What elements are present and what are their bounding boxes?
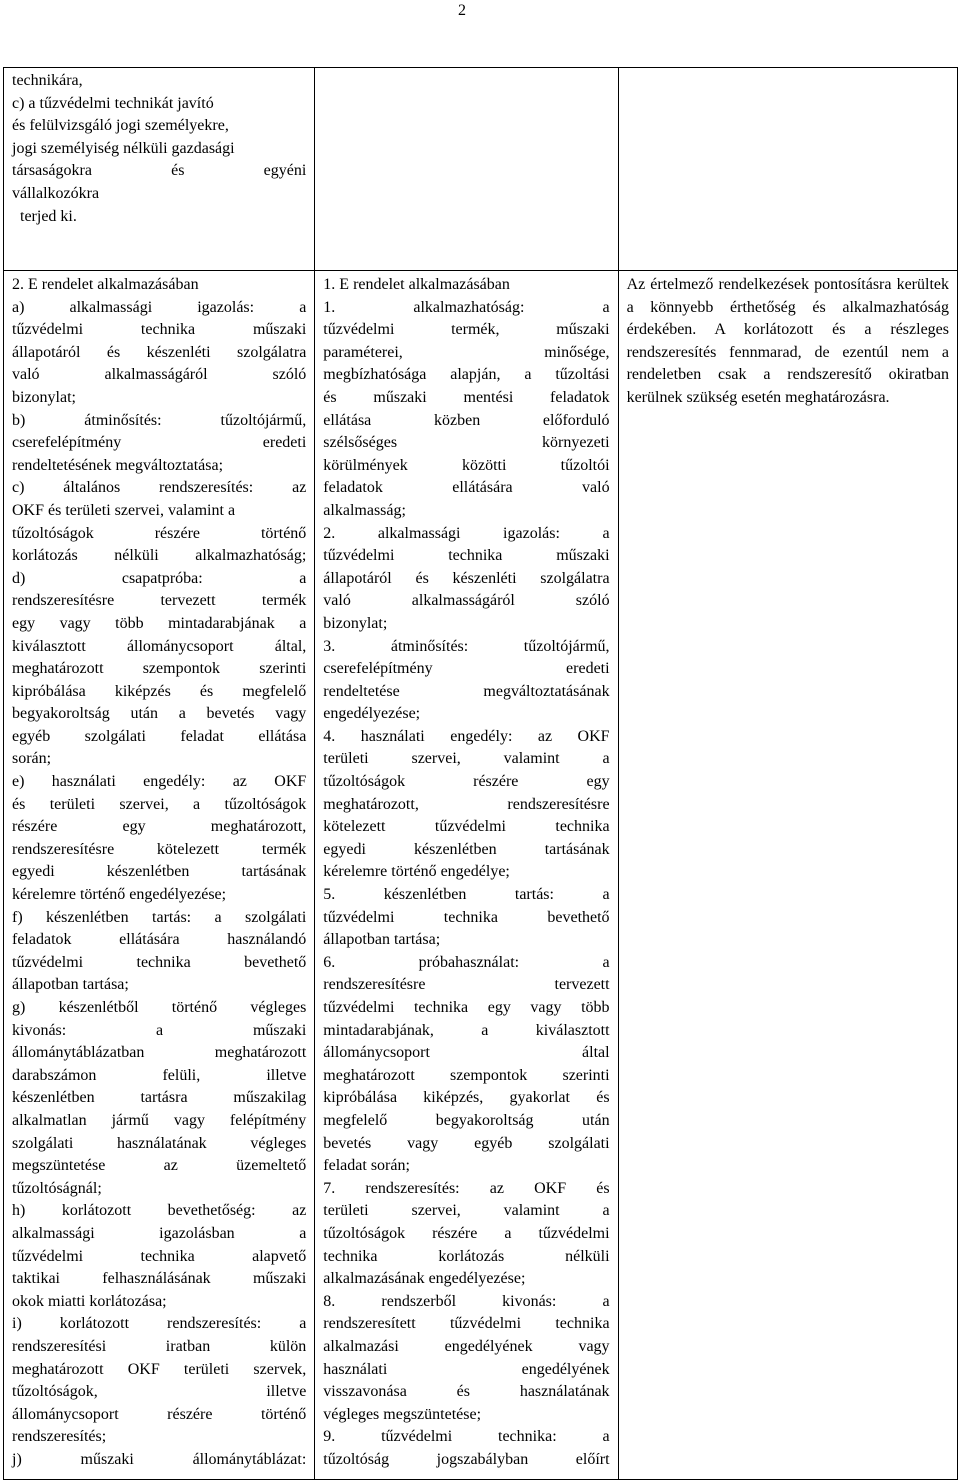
text-line: meghatározott, rendszeresítésre (323, 795, 610, 813)
text-line: készenlétben tartásra műszakilag (12, 1089, 307, 1107)
text-line: engedélyezése; (323, 705, 421, 723)
text-line: 1. alkalmazhatóság: a (323, 298, 610, 316)
text-line: egy vagy több mintadarabjának a (12, 614, 307, 632)
text-line: kérelemre történő engedélyezése; (12, 886, 227, 904)
text-line: rendszeresített tűzvédelmi technika (323, 1315, 610, 1333)
text-line: taktikai felhasználásának műszaki (12, 1270, 307, 1288)
text-line: állapotáról és készenléti szolgálatra (12, 343, 307, 361)
text-line: c) általános rendszeresítés: az (12, 479, 307, 497)
text-line: használati engedélyének (323, 1360, 610, 1378)
text-line: jogi személyiség nélküli gazdasági (12, 139, 235, 157)
text-line: kötelezett tűzvédelmi technika (323, 818, 610, 836)
text-line: vállalkozókra (12, 184, 100, 202)
text-line: tűzoltóságok részére egy (323, 773, 610, 791)
text-line: 8. rendszerből kivonás: a (323, 1292, 610, 1310)
new-definitions-text (323, 274, 609, 1471)
comparison-table (3, 67, 958, 1480)
text-line: 7. rendszeresítés: az OKF és (323, 1179, 610, 1197)
text-line: tűzvédelmi technika műszaki (323, 547, 610, 565)
text-line: alkalmatlan jármű vagy felépítmény (12, 1111, 307, 1129)
text-line: tűzvédelmi technika alapvető (12, 1247, 307, 1265)
text-line: kérelemre történő engedélye; (323, 863, 510, 881)
text-line: állapotáról és készenléti szolgálatra (323, 569, 610, 587)
text-line: alkalmazási engedélyének vagy (323, 1337, 610, 1355)
text-line: b) átminősítés: tűzoltójármű, (12, 411, 307, 429)
text-line: tűzoltóságok részére a tűzvédelmi (323, 1224, 610, 1242)
text-line: területi szervei, valamint a (323, 750, 610, 768)
text-line: és felülvizsgáló jogi személyekre, (12, 117, 229, 135)
text-line: való alkalmasságáról szóló (323, 592, 610, 610)
text-line: h) korlátozott bevethetőség: az (12, 1202, 307, 1220)
text-line: rendeltetésének megváltoztatása; (12, 456, 224, 474)
text-line: során; (12, 750, 52, 768)
text-line: szélsőséges környezeti (323, 434, 610, 452)
text-line: d) csapatpróba: a (12, 569, 307, 587)
text-line: begyakoroltság után a bevetés vagy (12, 705, 307, 723)
text-line: rendszeresítésre tervezett termék (12, 592, 307, 610)
text-line: OKF és területi szervei, valamint a (12, 501, 236, 519)
row1-col2-cell (315, 68, 618, 271)
text-line: 1. E rendelet alkalmazásában (323, 276, 510, 293)
row2-col3-cell (618, 271, 957, 1480)
text-line: j) műszaki állománytáblázat: (12, 1450, 307, 1468)
text-line: a) alkalmassági igazolás: a (12, 298, 307, 316)
text-line: 3. átminősítés: tűzoltójármű, (323, 637, 610, 655)
text-line: technikára, (12, 72, 83, 89)
text-line: ellátása közben előforduló (323, 411, 610, 429)
justification-text: Az értelmező rendelkezések pontosításra kerültek a könnyebb érthetőség és alkalmazhatóság érdekében. A korlátozott és a részleges rendszeresítés fennmarad, de ezentúl nem a rendeletben csak a rendszeresítő okiratban kerülnek szükség esetén meghatározásra. (626, 276, 949, 406)
text-line: körülmények közötti tűzoltói (323, 456, 610, 474)
text-line: rendszeresítési iratban külön (12, 1337, 307, 1355)
text-line: mintadarabjának, a kiválasztott (323, 1021, 610, 1039)
text-line: meghatározott szempontok szerinti (323, 1066, 610, 1084)
text-line: tűzoltóságok, illetve (12, 1383, 307, 1401)
text-line: kiválasztott állománycsoport által, (12, 637, 307, 655)
table-row (4, 271, 958, 1480)
text-line: megfelelő begyakoroltság után (323, 1111, 610, 1129)
text-line: rendeltetése megváltoztatásának (323, 682, 610, 700)
text-line: bevetés vagy egyéb szolgálati (323, 1134, 610, 1152)
text-line: tűzvédelmi technika egy vagy több (323, 999, 610, 1016)
text-line: darabszámon felüli, illetve (12, 1066, 307, 1084)
text-line: okok miatti korlátozása; (12, 1292, 167, 1310)
text-line: g) készenlétből történő végleges (12, 999, 307, 1016)
text-line: e) használati engedély: az OKF (12, 773, 307, 791)
row1-col1-cell (4, 68, 315, 271)
text-line: c) a tűzvédelmi technikát javító (12, 94, 214, 112)
text-line: paraméterei, minősége, (323, 343, 610, 361)
text-line: technika korlátozás nélküli (323, 1247, 610, 1265)
text-line: alkalmazásának engedélyezése; (323, 1270, 526, 1288)
text-line: feladatok ellátására használandó (12, 931, 307, 949)
text-line: állománytáblázatban meghatározott (12, 1044, 307, 1062)
text-line: egyedi készenlétben tartásának (12, 863, 307, 881)
text-line: feladat során; (323, 1157, 410, 1175)
text-line: tűzvédelmi technika bevethető (323, 908, 610, 926)
text-line: f) készenlétben tartás: a szolgálati (12, 908, 307, 926)
text-line: 2. alkalmassági igazolás: a (323, 524, 610, 542)
text-line: állapotban tartása; (323, 931, 441, 949)
text-line: egyedi készenlétben tartásának (323, 840, 610, 858)
text-line: 6. próbahasználat: a (323, 953, 610, 971)
text-line: társaságokra és egyéni (12, 162, 307, 180)
text-line: 9. tűzvédelmi technika: a (323, 1428, 610, 1446)
row2-col2-cell (315, 271, 618, 1480)
text-line: visszavonása és használatának (323, 1383, 610, 1401)
text-line: tűzvédelmi termék, műszaki (323, 321, 610, 339)
text-line: végleges megszüntetése; (323, 1405, 482, 1423)
text-line: megbízhatósága alapján, a tűzoltási (323, 366, 610, 384)
text-line: meghatározott OKF területi szervek, (12, 1360, 307, 1378)
text-line: 4. használati engedély: az OKF (323, 727, 610, 745)
text-line: területi szervei, valamint a (323, 1202, 610, 1220)
text-line: meghatározott szempontok szerinti (12, 660, 307, 678)
text-line: egyéb szolgálati feladat ellátása (12, 727, 307, 745)
text-line: tűzoltóság jogszabályban előírt (323, 1450, 610, 1468)
text-line: megszüntetése az üzemeltető (12, 1157, 307, 1175)
text-line: kipróbálása kiképzés és megfelelő (12, 682, 307, 700)
page-number: 2 (458, 2, 466, 19)
row2-col1-cell (4, 271, 315, 1480)
text-line: alkalmassági igazolásban a (12, 1224, 307, 1242)
text-line: terjed ki. (20, 207, 77, 225)
row1-col1-text (12, 70, 306, 228)
text-line: való alkalmasságáról szóló (12, 366, 307, 384)
text-line: rendszeresítésre kötelezett termék (12, 840, 307, 858)
text-line: cserefelépítmény eredeti (323, 660, 610, 678)
text-line: 5. készenlétben tartás: a (323, 886, 610, 904)
text-line: részére egy meghatározott, (12, 818, 307, 836)
old-definitions-text (12, 274, 306, 1471)
text-line: rendszeresítés; (12, 1428, 107, 1446)
text-line: kivonás: a műszaki (12, 1021, 307, 1039)
text-line: korlátozás nélküli alkalmazhatóság; (12, 547, 307, 565)
text-line: és műszaki mentési feladatok (323, 388, 610, 406)
text-line: bizonylat; (323, 614, 388, 632)
text-line: cserefelépítmény eredeti (12, 434, 307, 452)
text-line: tűzoltóságnál; (12, 1179, 102, 1197)
text-line: i) korlátozott rendszeresítés: a (12, 1315, 307, 1333)
table-row (4, 68, 958, 271)
text-line: bizonylat; (12, 388, 76, 406)
text-line: tűzoltóságok részére történő (12, 524, 307, 542)
text-line: állománycsoport által (323, 1044, 610, 1062)
text-line: feladatok ellátására való (323, 479, 610, 497)
text-line: állománycsoport részére történő (12, 1405, 307, 1423)
text-line: állapotban tartása; (12, 976, 129, 994)
text-line: alkalmasság; (323, 501, 406, 519)
text-line: tűzvédelmi technika műszaki (12, 321, 307, 339)
text-line: rendszeresítésre tervezett (323, 976, 610, 994)
text-line: kipróbálása kiképzés, gyakorlat és (323, 1089, 610, 1107)
row1-col3-cell (618, 68, 957, 271)
text-line: és területi szervei, a tűzoltóságok (12, 795, 307, 813)
text-line: szolgálati használatának végleges (12, 1134, 307, 1152)
text-line: tűzvédelmi technika bevethető (12, 953, 307, 971)
text-line: 2. E rendelet alkalmazásában (12, 276, 199, 293)
